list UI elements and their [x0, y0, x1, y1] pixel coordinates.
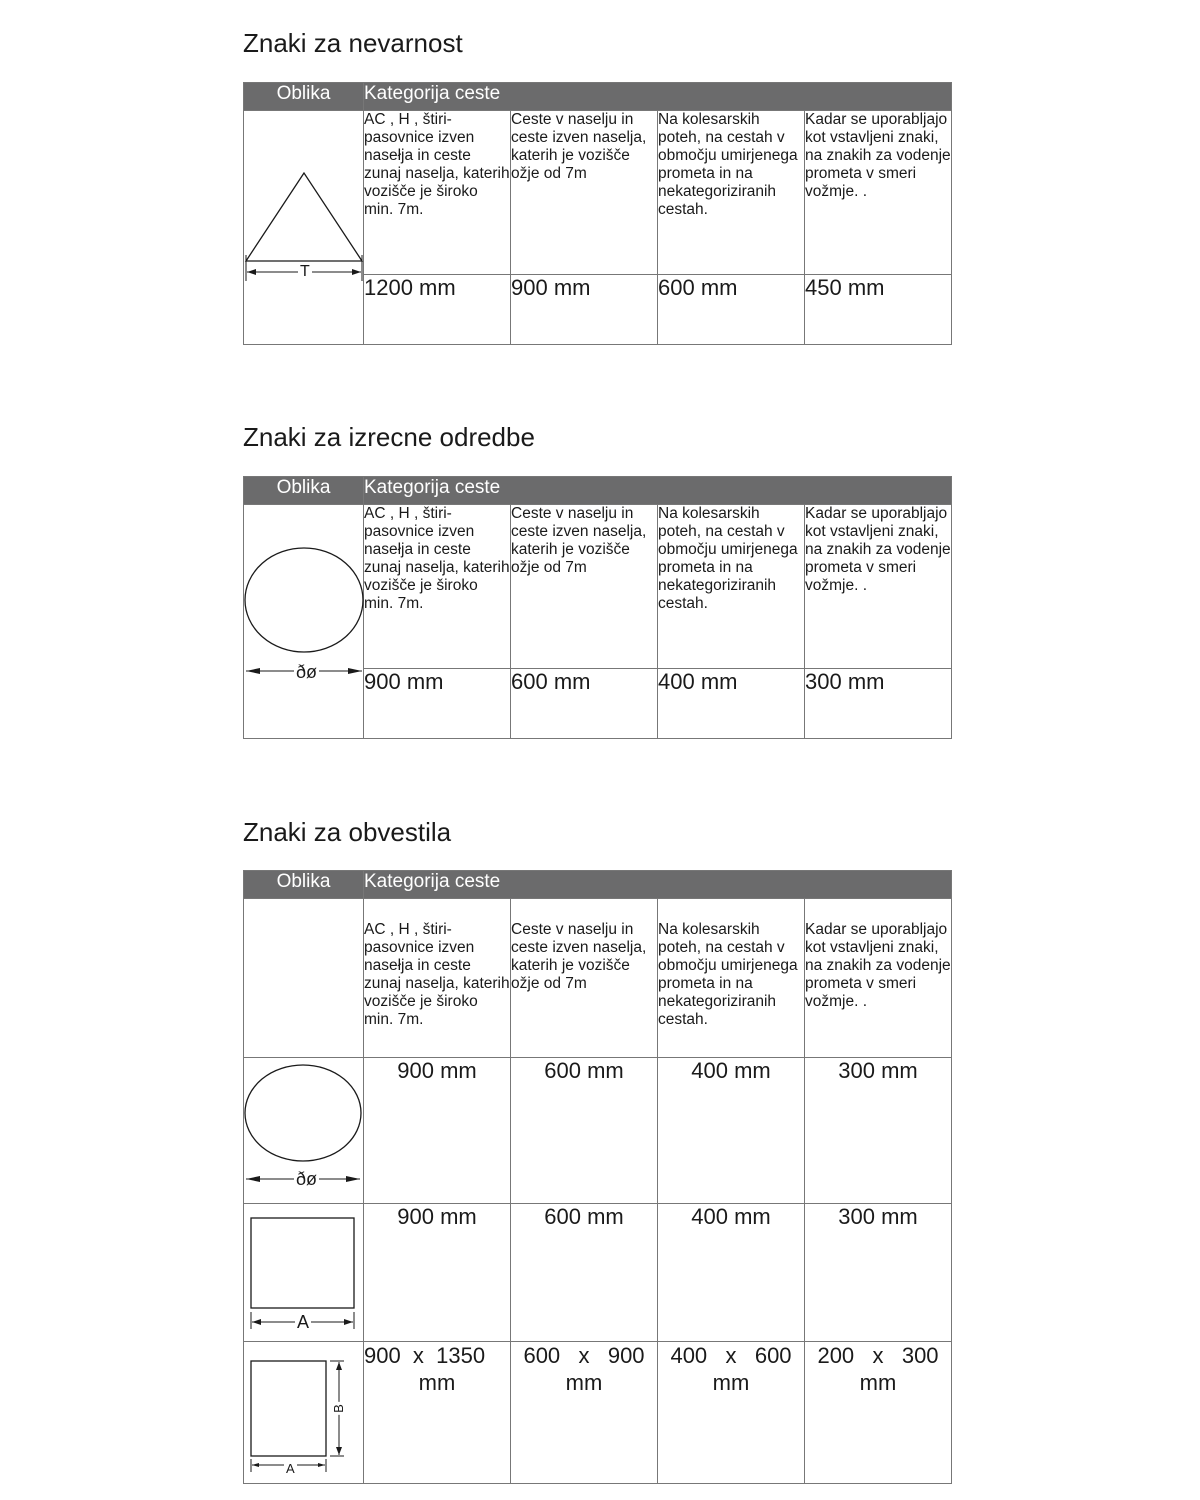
size-value: 400 mm [658, 1058, 805, 1204]
size-value: 300 mm [805, 1058, 952, 1204]
category-desc-3: Na kolesarskih poteh, na cestah v območju umirjenega prometa in na nekategoriziranih cestah. [658, 111, 805, 275]
category-desc-1: AC , H , štiri- pasovnice izven nasełja in ceste zunaj naselja, katerih vozišče je široko min. 7m. [364, 505, 511, 669]
section-title-danger: Znaki za nevarnost [243, 28, 463, 58]
triangle-icon [244, 111, 364, 345]
size-value: 900 mm [364, 1204, 511, 1342]
size-value: 600 mm [511, 1058, 658, 1204]
square-shape-cell [244, 1204, 364, 1342]
dimension-label-t: T [300, 263, 310, 280]
size-value: 600 mm [658, 275, 805, 345]
dimension-label-diameter: ðø [296, 1169, 318, 1189]
size-value [511, 1342, 658, 1484]
circle-icon [244, 505, 364, 739]
size-value: 900 mm [364, 1058, 511, 1204]
category-desc-1: AC , H , štiri- pasovnice izven nasełja in ceste zunaj naselja, katerih vozišče je široko min. 7m. [364, 111, 511, 275]
section-title-information: Znaki za obvestila [243, 817, 452, 847]
size-value: 900 mm [364, 669, 511, 739]
size-value: 900 mm [511, 275, 658, 345]
size-value-unit: mm [859, 1370, 897, 1395]
size-value: 600 mm [511, 669, 658, 739]
size-value [658, 1342, 805, 1484]
header-shape: Oblika [244, 871, 364, 899]
circle-shape-cell [244, 1058, 364, 1204]
category-desc-4: Kadar se uporabljajo kot vstavljeni znaki, na znakih za vodenje prometa v smeri vožmje. . [805, 111, 952, 275]
header-category: Kategorija ceste [364, 477, 952, 505]
rectangle-icon [244, 1342, 364, 1484]
category-desc-1: AC , H , štiri- pasovnice izven nasełja in ceste zunaj naselja, katerih vozišče je široko min. 7m. [364, 899, 511, 1058]
size-value-dimensions: 200 x 300 [817, 1343, 939, 1368]
size-value: 450 mm [805, 275, 952, 345]
size-value-dimensions: 600 x 900 [523, 1343, 645, 1368]
dimension-label-a: A [297, 1312, 310, 1332]
size-value: 300 mm [805, 669, 952, 739]
header-category: Kategorija ceste [364, 871, 952, 899]
information-signs-table [243, 870, 952, 1484]
size-value: 400 mm [658, 669, 805, 739]
dimension-label-b: B [330, 1404, 346, 1413]
size-value [805, 1342, 952, 1484]
size-value-dimensions: 900 x 1350 [364, 1343, 486, 1368]
dimension-label-a: A [286, 1461, 295, 1476]
size-value: 300 mm [805, 1204, 952, 1342]
size-value: 1200 mm [364, 275, 511, 345]
dimension-label-diameter: ðø [296, 662, 318, 682]
size-value-unit: mm [418, 1370, 456, 1395]
section-title-orders: Znaki za izrecne odredbe [243, 422, 535, 452]
header-shape: Oblika [244, 83, 364, 111]
category-desc-3: Na kolesarskih poteh, na cestah v območju umirjenega prometa in na nekategoriziranih cestah. [658, 899, 805, 1058]
category-desc-3: Na kolesarskih poteh, na cestah v območju umirjenega prometa in na nekategoriziranih cestah. [658, 505, 805, 669]
triangle-shape-cell [244, 111, 364, 345]
rectangle-shape-cell [244, 1342, 364, 1484]
size-value: 400 mm [658, 1204, 805, 1342]
order-signs-table [243, 476, 952, 739]
header-shape: Oblika [244, 477, 364, 505]
circle-shape-cell [244, 505, 364, 739]
size-value [364, 1342, 511, 1484]
category-desc-4: Kadar se uporabljajo kot vstavljeni znaki, na znakih za vodenje prometa v smeri vožmje. . [805, 899, 952, 1058]
category-desc-2: Ceste v naselju in ceste izven naselja, katerih je vozišče ožje od 7m [511, 899, 658, 1058]
size-value: 600 mm [511, 1204, 658, 1342]
category-desc-2: Ceste v naselju in ceste izven naselja, katerih je vozišče ožje od 7m [511, 111, 658, 275]
empty-shape-cell [244, 899, 364, 1058]
category-desc-2: Ceste v naselju in ceste izven naselja, katerih je vozišče ožje od 7m [511, 505, 658, 669]
size-value-unit: mm [712, 1370, 750, 1395]
size-value-dimensions: 400 x 600 [670, 1343, 792, 1368]
header-category: Kategorija ceste [364, 83, 952, 111]
danger-signs-table [243, 82, 952, 345]
size-value-unit: mm [565, 1370, 603, 1395]
category-desc-4: Kadar se uporabljajo kot vstavljeni znaki, na znakih za vodenje prometa v smeri vožmje. . [805, 505, 952, 669]
